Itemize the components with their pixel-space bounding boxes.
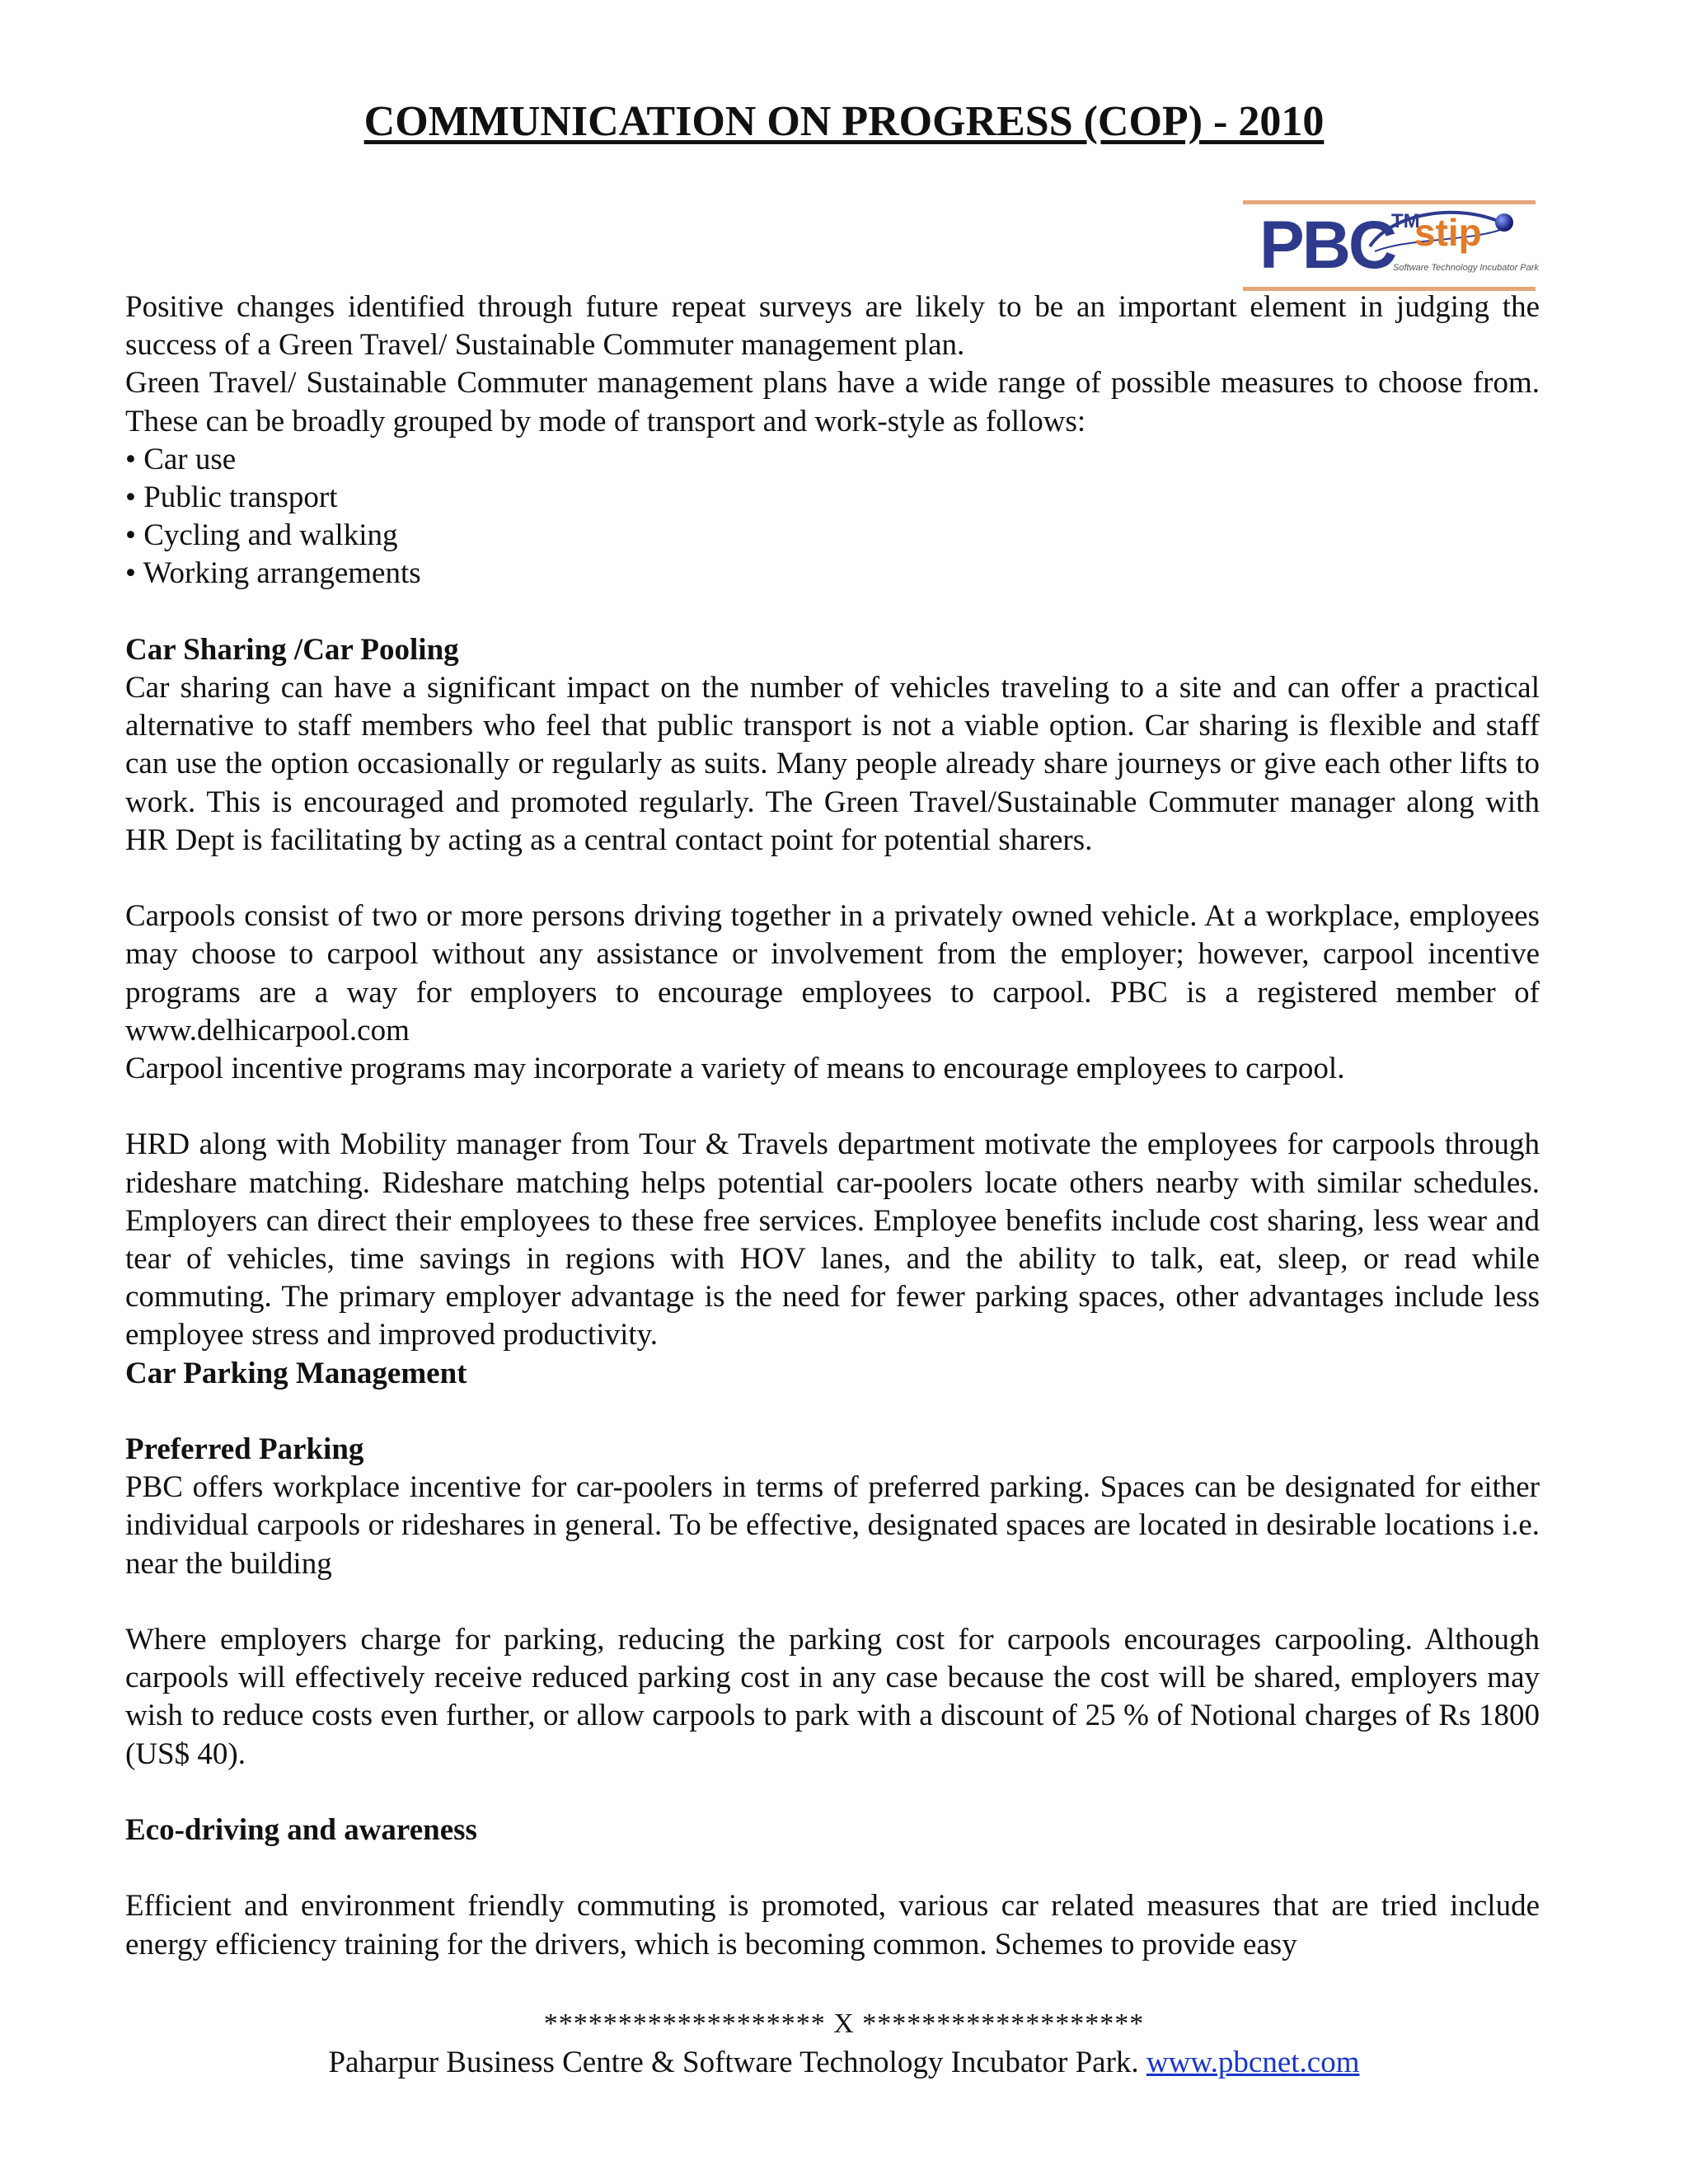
car-sharing-paragraph-1: Car sharing can have a significant impact on the number of vehicles traveling to a site and can offer a practical alternative to staff members who feel that public transport is not a viable option. Car sharing is flexible and staff can use the option occasionally or regularly as suits. Many people already share journeys or give each other lifts to work. This is encouraged and promoted regularly. The Green Travel/Sustainable Commuter manager along with HR Dept is facilitating by acting as a central contact point for potential sharers.: [125, 671, 1540, 857]
intro-paragraph-2: Green Travel/ Sustainable Commuter management plans have a wide range of possible measures to choose from. These can be broadly grouped by mode of transport and work-style as follows:: [125, 366, 1540, 438]
eco-paragraph-1: Efficient and environment friendly commuting is promoted, various car related measures that are tried include energy efficiency training for the drivers, which is becoming common. Schemes to provide easy: [125, 1889, 1540, 1961]
parking-paragraph-1: PBC offers workplace incentive for car-poolers in terms of preferred parking. Spaces can be designated for either individual carpools or rideshares in general. To be effective, designated spaces are located in desirable locations i.e. near the building: [125, 1470, 1540, 1581]
section-heading-parking: Car Parking Management: [125, 1356, 467, 1390]
document-body: [125, 288, 1540, 1964]
logo-sub-text: stip: [1414, 211, 1482, 254]
car-sharing-paragraph-2: Carpools consist of two or more persons driving together in a privately owned vehicle. At a workplace, employees may choose to carpool without any assistance or involvement from the employer; however, carpool incentive programs are a way for employers to encourage employees to carpool. PBC is a registered member of www.delhicarpool.com: [125, 899, 1540, 1047]
pbc-stip-logo: [1243, 200, 1539, 291]
logo-globe-icon: [1495, 213, 1513, 232]
bullet-item: • Cycling and walking: [125, 518, 398, 553]
logo-main-text: PBC: [1259, 208, 1395, 283]
logo-top-rule: [1243, 200, 1536, 204]
logo-tm-text: TM: [1391, 210, 1420, 232]
car-sharing-paragraph-3: Carpool incentive programs may incorporate a variety of means to encourage employees to carpool.: [125, 1052, 1345, 1086]
car-sharing-paragraph-4: HRD along with Mobility manager from Tour & Travels department motivate the employees for carpools through rideshare matching. Rideshare matching helps potential car-poolers locate others nearby with similar schedules. Employers can direct their employees to these free services. Employee benefits include cost sharing, less wear and tear of vehicles, time savings in regions with HOV lanes, and the ability to talk, eat, sleep, or read while commuting. The primary employer advantage is the need for fewer parking spaces, other advantages include less employee stress and improved productivity.: [125, 1127, 1540, 1352]
parking-paragraph-2: Where employers charge for parking, reducing the parking cost for carpools encourages carpooling. Although carpools will effectively receive reduced parking cost in any case because the cost will be shared, employers may wish to reduce costs even further, or allow carpools to park with a discount of 25 % of Notional charges of Rs 1800 (US$ 40).: [125, 1623, 1540, 1771]
logo-tagline: Software Technology Incubator Park: [1393, 263, 1539, 273]
footer: [0, 2044, 1688, 2082]
intro-paragraph-1: Positive changes identified through future repeat surveys are likely to be an important element in judging the success of a Green Travel/ Sustainable Commuter management plan.: [125, 290, 1540, 363]
section-heading-eco-driving: Eco-driving and awareness: [125, 1813, 477, 1848]
footer-text: Paharpur Business Centre & Software Technology Incubator Park.: [328, 2046, 1146, 2079]
bullet-item: • Public transport: [125, 480, 338, 515]
footer-website-link[interactable]: www.pbcnet.com: [1146, 2046, 1360, 2079]
section-heading-car-sharing: Car Sharing /Car Pooling: [125, 632, 459, 667]
page-title: COMMUNICATION ON PROGRESS (COP) - 2010: [363, 98, 1325, 145]
section-heading-preferred-parking: Preferred Parking: [125, 1432, 364, 1467]
footer-separator: ******************* X *******************: [543, 2008, 1145, 2039]
bullet-item: • Working arrangements: [125, 556, 421, 591]
bullet-item: • Car use: [125, 442, 237, 476]
